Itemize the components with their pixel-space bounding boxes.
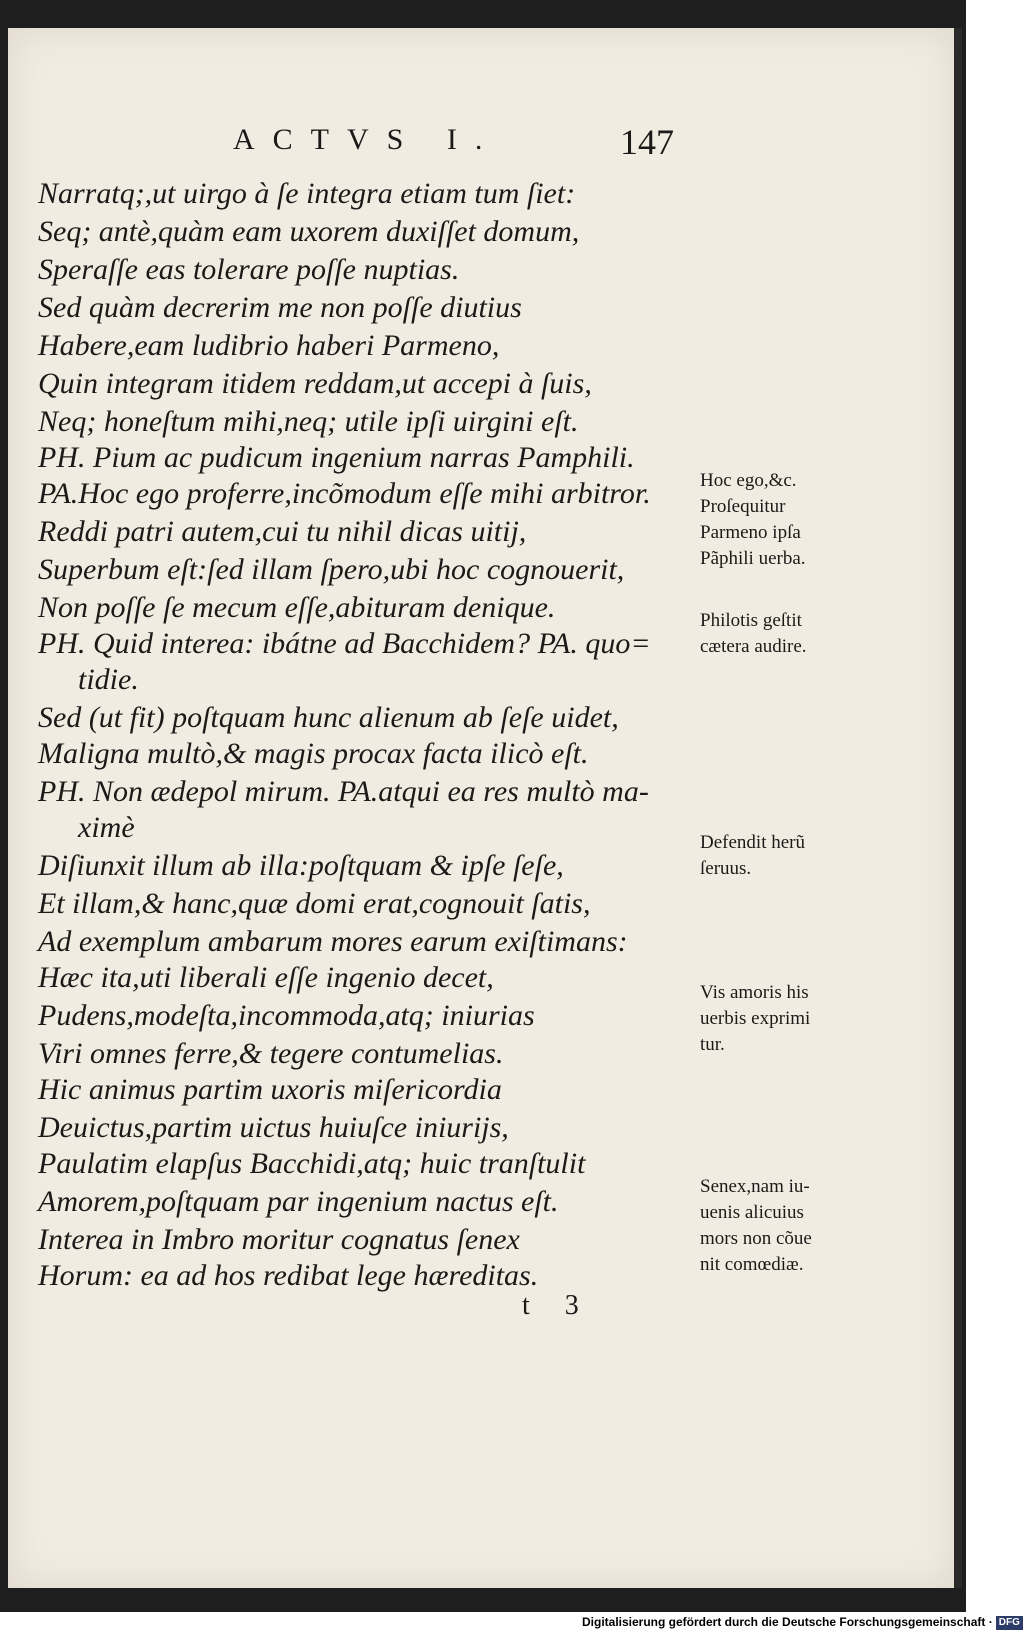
verse-line: Narratq;,ut uirgo à ſe integra etiam tum ſiet: bbox=[38, 177, 576, 210]
verse-line: Neq; honeſtum mihi,neq; utile ipſi uirgini eſt. bbox=[38, 405, 579, 438]
verse-line: Horum: ea ad hos redibat lege hæreditas. bbox=[38, 1259, 539, 1292]
verse-line: Seq; antè,quàm eam uxorem duxiſſet domum, bbox=[38, 215, 580, 248]
verse-line: Et illam,& hanc,quæ domi erat,cognouit ſatis, bbox=[38, 887, 591, 920]
verse-line: Speraſſe eas tolerare poſſe nuptias. bbox=[38, 253, 460, 286]
verse-line: Viri omnes ferre,& tegere contumelias. bbox=[38, 1037, 504, 1070]
dfg-logo: DFG bbox=[996, 1616, 1023, 1630]
verse-line: tidie. bbox=[78, 663, 139, 696]
verse-line: PA.Hoc ego proferre,incõmodum eſſe mihi arbitror. bbox=[38, 477, 651, 510]
verse-line: Quin integram itidem reddam,ut accepi à ſuis, bbox=[38, 367, 592, 400]
verse-line: Hic animus partim uxoris miſericordia bbox=[38, 1073, 502, 1106]
verse-line: Paulatim elapſus Bacchidi,atq; huic tranſtulit bbox=[38, 1147, 586, 1180]
verse-line: Interea in Imbro moritur cognatus ſenex bbox=[38, 1223, 520, 1256]
signature-mark: t 3 bbox=[522, 1290, 593, 1321]
verse-line: PH. Non ædepol mirum. PA.atqui ea res multò ma- bbox=[38, 775, 649, 808]
digitization-credit bbox=[582, 1613, 1020, 1632]
credit-text: Digitalisierung gefördert durch die Deutsche Forschungsgemeinschaft · bbox=[582, 1615, 993, 1629]
marginal-note: Defendit herũ ſeruus. bbox=[700, 832, 805, 879]
verse-line: Maligna multò,& magis procax facta ilicò eſt. bbox=[38, 737, 589, 770]
verse-line: PH. Quid interea: ibátne ad Bacchidem? PA. quo= bbox=[38, 627, 651, 660]
verse-line: Amorem,poſtquam par ingenium nactus eſt. bbox=[38, 1185, 559, 1218]
marginal-note: Philotis geſtit cætera audire. bbox=[700, 610, 807, 657]
verse-line: PH. Pium ac pudicum ingenium narras Pamphili. bbox=[38, 441, 635, 474]
verse-line: Sed (ut fit) poſtquam hunc alienum ab ſeſe uidet, bbox=[38, 701, 619, 734]
verse-line: Diſiunxit illum ab illa:poſtquam & ipſe ſeſe, bbox=[38, 849, 564, 882]
verse-line: Superbum eſt:ſed illam ſpero,ubi hoc cognouerit, bbox=[38, 553, 625, 586]
marginal-note: Senex,nam iu- uenis alicuius mors non cõue nit comœdiæ. bbox=[700, 1176, 812, 1275]
marginal-note: Hoc ego,&c. Proſequitur Parmeno ipſa Pãphili uerba. bbox=[700, 470, 806, 569]
verse-line: Habere,eam ludibrio haberi Parmeno, bbox=[38, 329, 500, 362]
verse-line: Hæc ita,uti liberali eſſe ingenio decet, bbox=[38, 961, 494, 994]
marginal-note: Vis amoris his uerbis exprimi tur. bbox=[700, 982, 811, 1055]
page-header bbox=[8, 123, 954, 173]
page-number: 147 bbox=[620, 122, 674, 162]
verse-line: Deuictus,partim uictus huiuſce iniurijs, bbox=[38, 1111, 509, 1144]
running-title: ACTVS I. bbox=[233, 123, 501, 156]
verse-line: Non poſſe ſe mecum eſſe,abituram denique. bbox=[38, 591, 556, 624]
verse-line: Ad exemplum ambarum mores earum exiſtimans: bbox=[38, 925, 628, 958]
book-page bbox=[8, 28, 954, 1588]
page-edge bbox=[954, 28, 962, 1588]
verse-line: Sed quàm decrerim me non poſſe diutius bbox=[38, 291, 522, 324]
verse-line: Pudens,modeſta,incommoda,atq; iniurias bbox=[38, 999, 535, 1032]
verse-line: Reddi patri autem,cui tu nihil dicas uitij, bbox=[38, 515, 527, 548]
verse-line: ximè bbox=[78, 811, 135, 844]
